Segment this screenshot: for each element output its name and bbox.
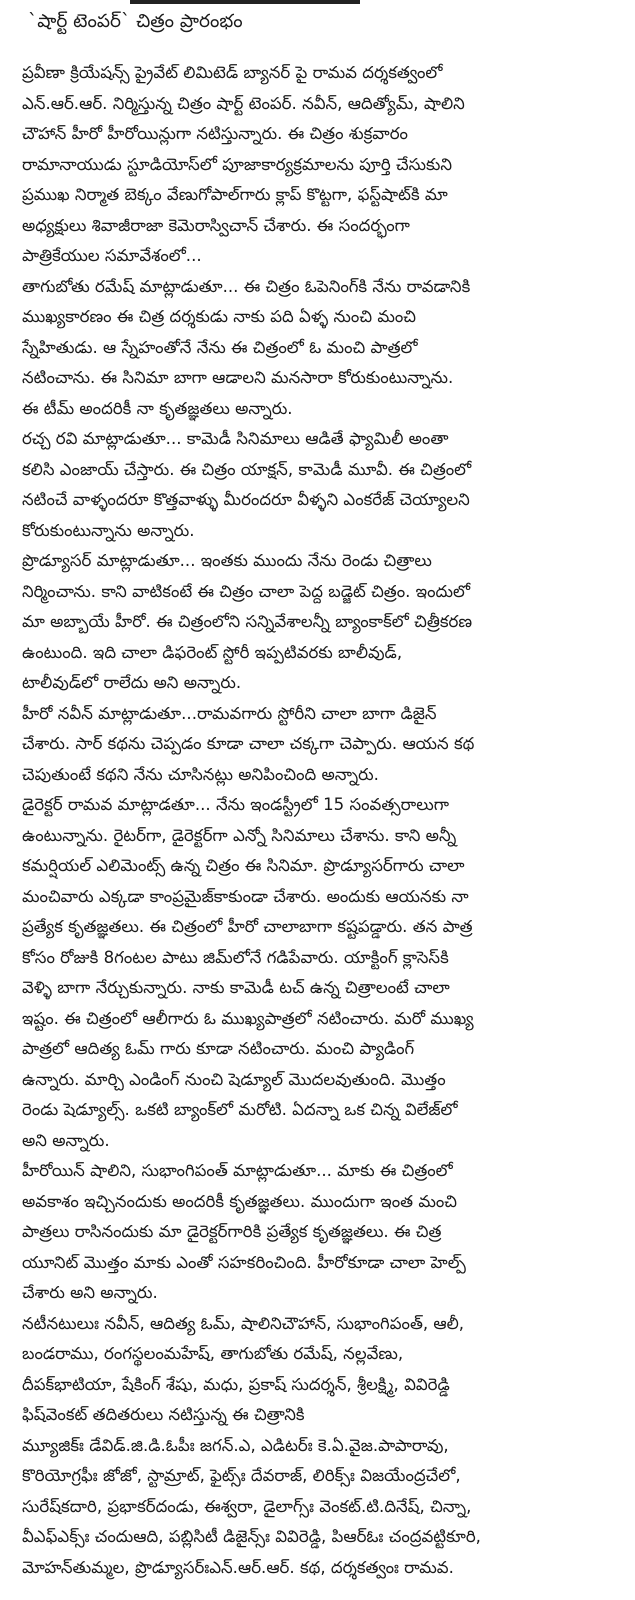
text-line: సురేష్‌కదారి, ప్రభాకర్‌దండు, ఈశ్వరా, డైలాగ్స్ః వెంకట్.టి.దినేష్, చిన్నా, (22, 1496, 472, 1516)
text-line: రామానాయుడు స్టూడియోస్‌లో పూజాకార్యక్రమాలను పూర్తి చేసుకుని (22, 154, 453, 174)
article-body (22, 58, 622, 1583)
text-line: నటీనటులుః నవీన్, ఆదిత్య ఓమ్, షాలినిచౌహాన్, సుభాంగిపంత్, ఆలీ, (22, 1313, 465, 1333)
text-line: మంచివారు ఎక్కడా కాంప్రమైజ్‌కాకుండా చేశారు. అందుకు ఆయనకు నా (22, 886, 469, 906)
text-line: హీరో నవీన్ మాట్లాడుతూ...రామవగారు స్టోరీని చాలా బాగా డిజైన్ (22, 703, 437, 723)
text-line: ఎన్.ఆర్.ఆర్. నిర్మిస్తున్న చిత్రం షార్ట్ టెంపర్. నవీన్, ఆదిత్యోమ్, షాలిని (22, 93, 465, 113)
text-line: టాలీవుడ్‌లో రాలేదు అని అన్నారు. (22, 673, 242, 692)
article-title: `షార్ట్ టెంపర్` చిత్రం ప్రారంభం (28, 11, 243, 32)
text-line: ఫిష్‌వెంకట్ తదితరులు నటిస్తున్న ఈ చిత్రానికి (22, 1405, 305, 1424)
text-line: స్నేహితుడు. ఆ స్నేహంతోనే నేను ఈ చిత్రంలో ఓ మంచి పాత్రలో (22, 337, 418, 357)
text-line: చెపుతుంటే కథని నేను చూసినట్లు అనిపించింది అన్నారు. (22, 764, 379, 784)
text-line: మోహన్‌తుమ్మల, ప్రొడ్యూసర్ఃఎన్.ఆర్.ఆర్. కథ, దర్శకత్వంః రామవ. (22, 1557, 454, 1577)
text-line: అవకాశం ఇచ్చినందుకు అందరికీ కృతజ్ఞతలు. ముందుగా ఇంత మంచి (22, 1191, 458, 1211)
text-line: పాత్రలు రాసినందుకు మా డైరెక్టర్‌గారికి ప్రత్యేక కృతజ్ఞతలు. ఈ చిత్ర (22, 1222, 442, 1241)
text-line: ప్రొడ్యూసర్ మాట్లాడుతూ... ఇంతకు ముందు నేను రెండు చిత్రాలు (22, 551, 432, 570)
text-line: యూనిట్ మొత్తం మాకు ఎంతో సహకరించింది. హీరోకూడా చాలా హెల్ప్ (22, 1252, 466, 1272)
text-line: నటించే వాళ్ళందరూ కొత్తవాళ్ళు మీరందరూ వీళ్ళని ఎంకరేజ్ చెయ్యాలని (22, 490, 470, 509)
text-line: అని అన్నారు. (22, 1130, 110, 1150)
article (22, 8, 622, 1596)
text-line: కొరియోగ్రఫీః జోజో, స్టామ్రాట్, ఫైట్స్ః దేవరాజ్, లిరిక్స్ః విజయేంద్రచేలో, (22, 1466, 461, 1485)
text-line: ప్రముఖ నిర్మాత బెక్కం వేణుగోపాల్‌గారు క్లాప్ కొట్టగా, ఫస్ట్‌షాట్‌కి మా (22, 185, 448, 204)
text-line: మా అబ్బాయే హీరో. ఈ చిత్రంలోని సన్నివేశాలన్నీ బ్యాంకాక్‌లో చిత్రీకరణ (22, 612, 473, 631)
text-line: దీపక్‌భాటియా, షేకింగ్ శేషు, మధు, ప్రకాష్ సుదర్శన్, శ్రీలక్ష్మి, వివిరెడ్డి (22, 1374, 450, 1394)
text-line: కలిసి ఎంజాయ్ చేస్తారు. ఈ చిత్రం యాక్షన్, కామెడీ మూవీ. ఈ చిత్రంలో (22, 459, 472, 479)
text-line: పాత్రికేయుల సమావేశంలో... (22, 246, 202, 265)
text-line: మ్యూజిక్ః డేవిడ్.జి.డి.ఓపీః జగన్.ఎ, ఎడిటర్ః కె.ఏ.వైజ.పాపారావు, (22, 1435, 449, 1455)
text-line: ఉంటుంది. ఇది చాలా డిఫరెంట్ స్టోరీ ఇప్పటివరకు బాలీవుడ్, (22, 642, 403, 662)
text-line: రచ్చ రవి మాట్లాడుతూ... కామెడీ సినిమాలు ఆడితే ఫ్యామిలీ అంతా (22, 429, 449, 448)
text-line: చౌహాన్ హీరో హీరోయిన్లుగా నటిస్తున్నారు. ఈ చిత్రం శుక్రవారం (22, 124, 408, 143)
text-line: కమర్షియల్ ఎలిమెంట్స్ ఉన్న చిత్రం ఈ సినిమా. ప్రొడ్యూసర్‌గారు చాలా (22, 856, 465, 875)
text-line: పాత్రలో ఆదిత్య ఓమ్ గారు కూడా నటించారు. మంచి ప్యాడింగ్ (22, 1039, 415, 1058)
text-line: హీరోయిన్ షాలిని, సుభాంగిపంత్ మాట్లాడుతూ... మాకు ఈ చిత్రంలో (22, 1161, 453, 1180)
text-line: ఉంటున్నాను. రైటర్‌గా, డైరెక్టర్‌గా ఎన్నో సినిమాలు చేశాను. కాని అన్నీ (22, 825, 457, 845)
text-line: రెండు షెడ్యూల్స్. ఒకటి బ్యాంక్‌లో మరోటి. ఏదన్నా ఒక చిన్న విలేజ్‌లో (22, 1100, 458, 1119)
text-line: ఈ టీమ్ అందరికీ నా కృతజ్ఞతలు అన్నారు. (22, 398, 293, 418)
text-line: ప్రవీణా క్రియేషన్స్ ప్రైవేట్ లిమిటెడ్ బ్యానర్ పై రామవ దర్శకత్వంలో (22, 63, 443, 82)
text-line: ముఖ్యకారణం ఈ చిత్ర దర్శకుడు నాకు పది ఏళ్ళ నుంచి మంచి (22, 307, 417, 326)
text-line: చేశారు. సార్ కథను చెప్పడం కూడా చాలా చక్కగా చెప్పారు. ఆయన కథ (22, 734, 475, 753)
text-line: ఉన్నారు. మార్చి ఎండింగ్ నుంచి షెడ్యూల్ మొదలవుతుంది. మొత్తం (22, 1069, 446, 1089)
text-line: వెళ్ళి బాగా నేర్చుకున్నారు. నాకు కామెడీ టచ్ ఉన్న చిత్రాలంటే చాలా (22, 978, 450, 997)
top-bar (130, 0, 360, 4)
text-line: చేశారు అని అన్నారు. (22, 1283, 158, 1302)
text-line: తాగుబోతు రమేష్ మాట్లాడుతూ... ఈ చిత్రం ఓపెనింగ్‌కి నేను రావడానికి (22, 276, 471, 296)
text-line: వీఎఫ్ఎక్స్ః చందుఆది, పబ్లిసిటీ డిజైన్స్ః వివిరెడ్డి, పిఆర్ఓః చంద్రవట్టికూరి, (22, 1527, 481, 1546)
text-line: ప్రత్యేక కృతజ్ఞతలు. ఈ చిత్రంలో హీరో చాలాబాగా కష్టపడ్డారు. తన పాత్ర (22, 917, 473, 936)
text-line: కోరుకుంటున్నాను అన్నారు. (22, 520, 195, 540)
text-line: అధ్యక్షులు శివాజీరాజా కెమెరాస్విచాన్ చేశారు. ఈ సందర్భంగా (22, 215, 410, 235)
text-line: కోసం రోజుకి 8గంటల పాటు జిమ్‌లోనే గడిపేవారు. యాక్టింగ్ క్లాసెస్‌కి (22, 947, 449, 967)
text-line: నటించాను. ఈ సినిమా బాగా ఆడాలని మనసారా కోరుకుంటున్నాను. (22, 368, 454, 387)
text-line: బండరాము, రంగస్థలంమహేష్, తాగుబోతు రమేష్, నల్లవేణు, (22, 1344, 404, 1363)
text-line: నిర్మించాను. కాని వాటికంటే ఈ చిత్రం చాలా పెద్ద బడ్జెట్ చిత్రం. ఇందులో (22, 581, 471, 601)
text-line: ఇష్టం. ఈ చిత్రంలో ఆలీగారు ఓ ముఖ్యపాత్రలో నటించారు. మరో ముఖ్య (22, 1008, 474, 1028)
text-line: డైరెక్టర్ రామవ మాట్లాడతూ... నేను ఇండస్ట్రీలో 15 సంవత్సరాలుగా (22, 795, 449, 814)
